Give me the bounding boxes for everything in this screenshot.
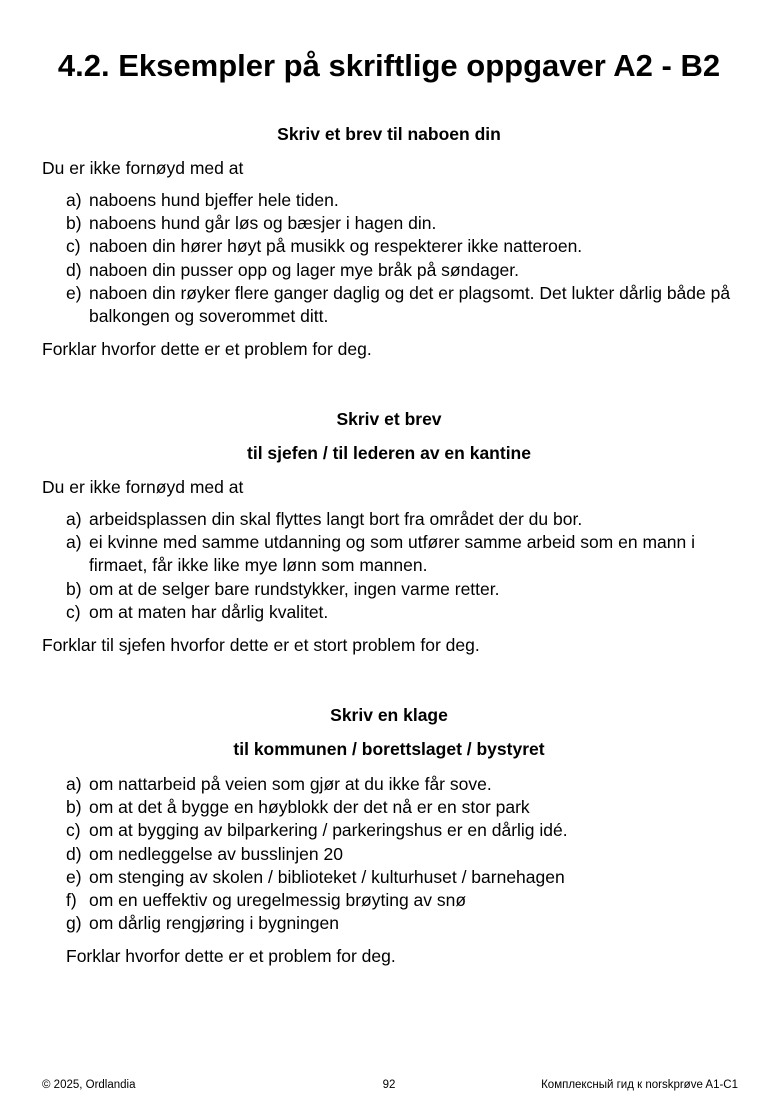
list-item bbox=[66, 601, 746, 624]
list-item bbox=[66, 189, 746, 212]
list-item bbox=[66, 866, 746, 889]
list-item-text: naboen din hører høyt på musikk og respekterer ikke natteroen. bbox=[89, 236, 583, 257]
list-item-text: om at maten har dårlig kvalitet. bbox=[89, 601, 329, 622]
list-item-text: om at de selger bare rundstykker, ingen varme retter. bbox=[89, 578, 500, 599]
task-section-boss-letter bbox=[0, 408, 778, 656]
list-item-text: om dårlig rengjøring i bygningen bbox=[89, 913, 339, 934]
list-item-letter: e) bbox=[66, 866, 82, 887]
list-item-text: om nattarbeid på veien som gjør at du ikke får sove. bbox=[89, 774, 492, 794]
list-item-letter: d) bbox=[66, 843, 82, 864]
list-item-text: ei kvinne med samme utdanning og som utfører samme arbeid som en mann i firmaet, får ikke like mye lønn som mannen. bbox=[89, 532, 695, 576]
section-subheading: til kommunen / borettslaget / bystyret bbox=[233, 739, 545, 759]
list-item-text: om en ueffektiv og uregelmessig brøyting av snø bbox=[89, 890, 467, 911]
task-section-neighbor-letter bbox=[0, 123, 778, 360]
list-item-letter: c) bbox=[66, 601, 81, 622]
section-conclusion: Forklar hvorfor dette er et problem for deg. bbox=[66, 946, 396, 967]
section-heading: Skriv en klage bbox=[330, 705, 448, 725]
list-item bbox=[66, 578, 746, 601]
list-item bbox=[66, 889, 746, 912]
footer-copyright: © 2025, Ordlandia bbox=[42, 1079, 136, 1091]
section-heading: Skriv et brev til naboen din bbox=[277, 124, 501, 144]
page-footer bbox=[0, 1077, 778, 1093]
section-subheading: til sjefen / til lederen av en kantine bbox=[247, 443, 531, 463]
list-item-letter: f) bbox=[66, 890, 77, 911]
section-conclusion: Forklar hvorfor dette er et problem for deg. bbox=[42, 339, 372, 360]
list-item-letter: g) bbox=[66, 913, 82, 934]
list-item bbox=[66, 259, 746, 282]
list-item bbox=[66, 508, 746, 531]
list-item-text: om at bygging av bilparkering / parkeringshus er en dårlig idé. bbox=[89, 820, 568, 841]
list-item bbox=[66, 531, 746, 577]
list-item-letter: c) bbox=[66, 236, 81, 257]
list-item bbox=[66, 235, 746, 258]
list-item bbox=[66, 773, 746, 796]
list-item-text: arbeidsplassen din skal flyttes langt bort fra området der du bor. bbox=[89, 509, 583, 529]
list-item-text: naboens hund bjeffer hele tiden. bbox=[89, 190, 339, 210]
task-list bbox=[0, 773, 746, 935]
section-intro: Du er ikke fornøyd med at bbox=[42, 158, 244, 178]
list-item-letter: c) bbox=[66, 820, 81, 841]
list-item bbox=[66, 912, 746, 935]
list-item bbox=[66, 819, 746, 842]
task-list bbox=[0, 189, 746, 328]
list-item-text: naboen din røyker flere ganger daglig og det er plagsomt. Det lukter dårlig både på balkongen og soverommet ditt. bbox=[89, 282, 731, 327]
list-item-text: om nedleggelse av busslinjen 20 bbox=[89, 843, 343, 864]
task-section-complaint bbox=[0, 704, 778, 967]
list-item bbox=[66, 282, 746, 328]
section-conclusion: Forklar til sjefen hvorfor dette er et stort problem for deg. bbox=[42, 635, 480, 656]
list-item-letter: a) bbox=[66, 532, 82, 553]
list-item-text: om at det å bygge en høyblokk der det nå er en stor park bbox=[89, 797, 530, 818]
task-list bbox=[0, 508, 746, 624]
list-item-letter: b) bbox=[66, 213, 82, 234]
list-item-text: om stenging av skolen / biblioteket / kulturhuset / barnehagen bbox=[89, 866, 565, 887]
section-heading: Skriv et brev bbox=[336, 409, 442, 429]
footer-guide-title: Комплексный гид к norskprøve A1-C1 bbox=[541, 1079, 738, 1091]
list-item-text: naboen din pusser opp og lager mye bråk på søndager. bbox=[89, 259, 520, 280]
list-item-text: naboens hund går løs og bæsjer i hagen din. bbox=[89, 213, 437, 234]
list-item bbox=[66, 843, 746, 866]
section-intro: Du er ikke fornøyd med at bbox=[42, 477, 244, 497]
list-item-letter: a) bbox=[66, 190, 82, 210]
page-number: 92 bbox=[382, 1079, 396, 1091]
list-item-letter: a) bbox=[66, 509, 82, 529]
page-title: 4.2. Eksempler på skriftlige oppgaver A2 - B2 bbox=[57, 48, 721, 83]
list-item-letter: d) bbox=[66, 259, 82, 280]
list-item-letter: a) bbox=[66, 774, 82, 794]
list-item-letter: e) bbox=[66, 282, 82, 303]
list-item-letter: b) bbox=[66, 797, 82, 818]
list-item bbox=[66, 796, 746, 819]
list-item-letter: b) bbox=[66, 578, 82, 599]
list-item bbox=[66, 212, 746, 235]
